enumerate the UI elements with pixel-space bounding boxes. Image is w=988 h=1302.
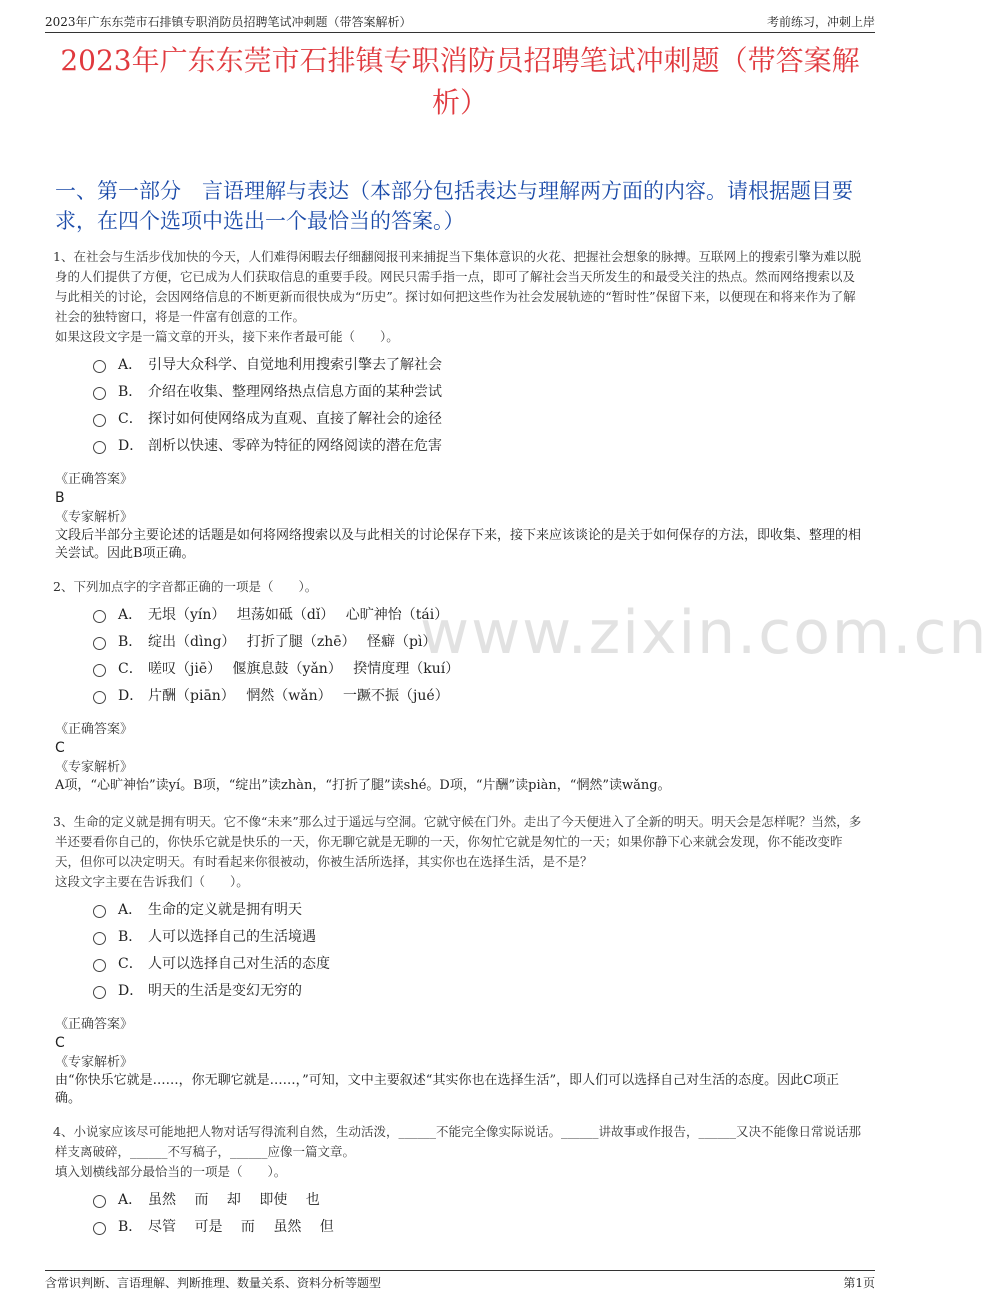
question-text: 3、生命的定义就是拥有明天。它不像“未来”那么过于遥远与空洞。它就守候在门外。走出了今天便进入了全新的明天。明天会是怎样呢？当然，多半还要看你自己的，你快乐它就是快乐的一天，你无聊它就是无聊的一天，你匆忙它就是匆忙的一天；如果你静下心来就会发现，你不能改变昨天，但你可以决定明天。有时看起来你很被动，你被生活所选择，其实你也在选择生活，是不是？: [53, 814, 862, 869]
answer-label: 《正确答案》: [55, 472, 134, 487]
answer-value: C: [55, 1035, 65, 1051]
option-c[interactable]: C． 探讨如何使网络成为直观、直接了解社会的途径: [93, 405, 865, 432]
footer-left-text: 含常识判断、言语理解、判断推理、数量关系、资料分析等题型: [45, 1276, 382, 1290]
option-b[interactable]: B． 尽管 可是 而 虽然 但: [93, 1213, 865, 1240]
options-list: [93, 896, 865, 1004]
explain-text: 由“你快乐它就是……，你无聊它就是……，”可知，文中主要叙述“其实你也在选择生活”，即人们可以选择自己对生活的态度。因此C项正确。: [55, 1073, 840, 1106]
question-1: [55, 247, 865, 563]
option-a[interactable]: A． 无垠（yín） 坦荡如砥（dǐ） 心旷神怡（tái）: [93, 601, 865, 628]
radio-icon[interactable]: [93, 387, 106, 400]
option-a[interactable]: A． 引导大众科学、自觉地利用搜索引擎去了解社会: [93, 351, 865, 378]
running-header: [45, 8, 875, 33]
question-text: 4、小说家应该尽可能地把人物对话写得流利自然，生动活泼，______不能完全像实际说话。______讲故事或作报告，______又决不能像日常说话那样支离破碎，______不写稿子，______应像一篇文章。: [53, 1124, 861, 1159]
options-list: [93, 1186, 865, 1240]
document-title: 2023年广东东莞市石排镇专职消防员招聘笔试冲刺题（带答案解析）: [60, 44, 860, 119]
explain-label: 《专家解析》: [55, 760, 134, 775]
radio-icon[interactable]: [93, 1195, 106, 1208]
explain-text: 文段后半部分主要论述的话题是如何将网络搜索以及与此相关的讨论保存下来，接下来应该谈论的是关于如何保存的方法，即收集、整理的相关尝试。因此B项正确。: [55, 528, 862, 561]
answer-value: C: [55, 740, 65, 756]
answer-label: 《正确答案》: [55, 722, 134, 737]
question-prompt: 如果这段文字是一篇文章的开头，接下来作者最可能（ ）。: [55, 329, 399, 344]
watermark-text: www.zixin.com.cn: [420, 598, 988, 668]
radio-icon[interactable]: [93, 360, 106, 373]
radio-icon[interactable]: [93, 610, 106, 623]
option-a[interactable]: A． 虽然 而 却 即使 也: [93, 1186, 865, 1213]
radio-icon[interactable]: [93, 664, 106, 677]
section-heading: 一、第一部分 言语理解与表达（本部分包括表达与理解两方面的内容。请根据题目要求，在四个选项中选出一个最恰当的答案。）: [55, 179, 853, 233]
radio-icon[interactable]: [93, 1222, 106, 1235]
option-c[interactable]: C． 嗟叹（jiē） 偃旗息鼓（yǎn） 揆情度理（kuí）: [93, 655, 865, 682]
radio-icon[interactable]: [93, 959, 106, 972]
explain-label: 《专家解析》: [55, 1055, 134, 1070]
page-footer: [45, 1270, 875, 1291]
option-d[interactable]: D． 剖析以快速、零碎为特征的网络阅读的潜在危害: [93, 432, 865, 459]
question-text: 1、在社会与生活步伐加快的今天，人们难得闲暇去仔细翻阅报刊来捕捉当下集体意识的火花、把握社会想象的脉搏。互联网上的搜索引擎为难以脱身的人们提供了方便，它已成为人们获取信息的重要手段。网民只需手指一点，即可了解社会当天所发生的和最受关注的热点。然而网络搜索以及与此相关的讨论，会因网络信息的不断更新而很快成为“历史”。探讨如何把这些作为社会发展轨迹的“暂时性”保留下来，以便现在和将来作为了解社会的独特窗口，将是一件富有创意的工作。: [53, 249, 861, 324]
question-prompt: 这段文字主要在告诉我们（ ）。: [55, 874, 249, 889]
radio-icon[interactable]: [93, 414, 106, 427]
option-d[interactable]: D． 片酬（piān） 惘然（wǎn） 一蹶不振（jué）: [93, 682, 865, 709]
radio-icon[interactable]: [93, 637, 106, 650]
explain-label: 《专家解析》: [55, 510, 134, 525]
question-3: [55, 812, 865, 1108]
options-list: [93, 601, 865, 709]
header-right-text: 考前练习，冲刺上岸: [766, 15, 875, 29]
radio-icon[interactable]: [93, 691, 106, 704]
header-left-text: 2023年广东东莞市石排镇专职消防员招聘笔试冲刺题（带答案解析）: [45, 15, 412, 29]
answer-value: B: [55, 490, 65, 506]
question-2: [55, 577, 865, 795]
explain-text: A项，“心旷神怡”读yí。B项，“绽出”读zhàn，“打折了腿”读shé。D项，“片酬”读piàn，“惘然”读wǎng。: [55, 778, 671, 793]
radio-icon[interactable]: [93, 932, 106, 945]
options-list: [93, 351, 865, 459]
page-number: 第1页: [843, 1276, 875, 1290]
option-b[interactable]: B． 介绍在收集、整理网络热点信息方面的某种尝试: [93, 378, 865, 405]
answer-label: 《正确答案》: [55, 1017, 134, 1032]
option-b[interactable]: B． 绽出（dìng） 打折了腿（zhē） 怪癖（pì）: [93, 628, 865, 655]
option-d[interactable]: D． 明天的生活是变幻无穷的: [93, 977, 865, 1004]
option-a[interactable]: A． 生命的定义就是拥有明天: [93, 896, 865, 923]
radio-icon[interactable]: [93, 986, 106, 999]
option-b[interactable]: B． 人可以选择自己的生活境遇: [93, 923, 865, 950]
question-prompt: 填入划横线部分最恰当的一项是（ ）。: [55, 1164, 287, 1179]
question-text: 2、下列加点字的字音都正确的一项是（ ）。: [53, 579, 318, 594]
option-c[interactable]: C． 人可以选择自己对生活的态度: [93, 950, 865, 977]
radio-icon[interactable]: [93, 905, 106, 918]
question-4: [55, 1122, 865, 1240]
radio-icon[interactable]: [93, 441, 106, 454]
